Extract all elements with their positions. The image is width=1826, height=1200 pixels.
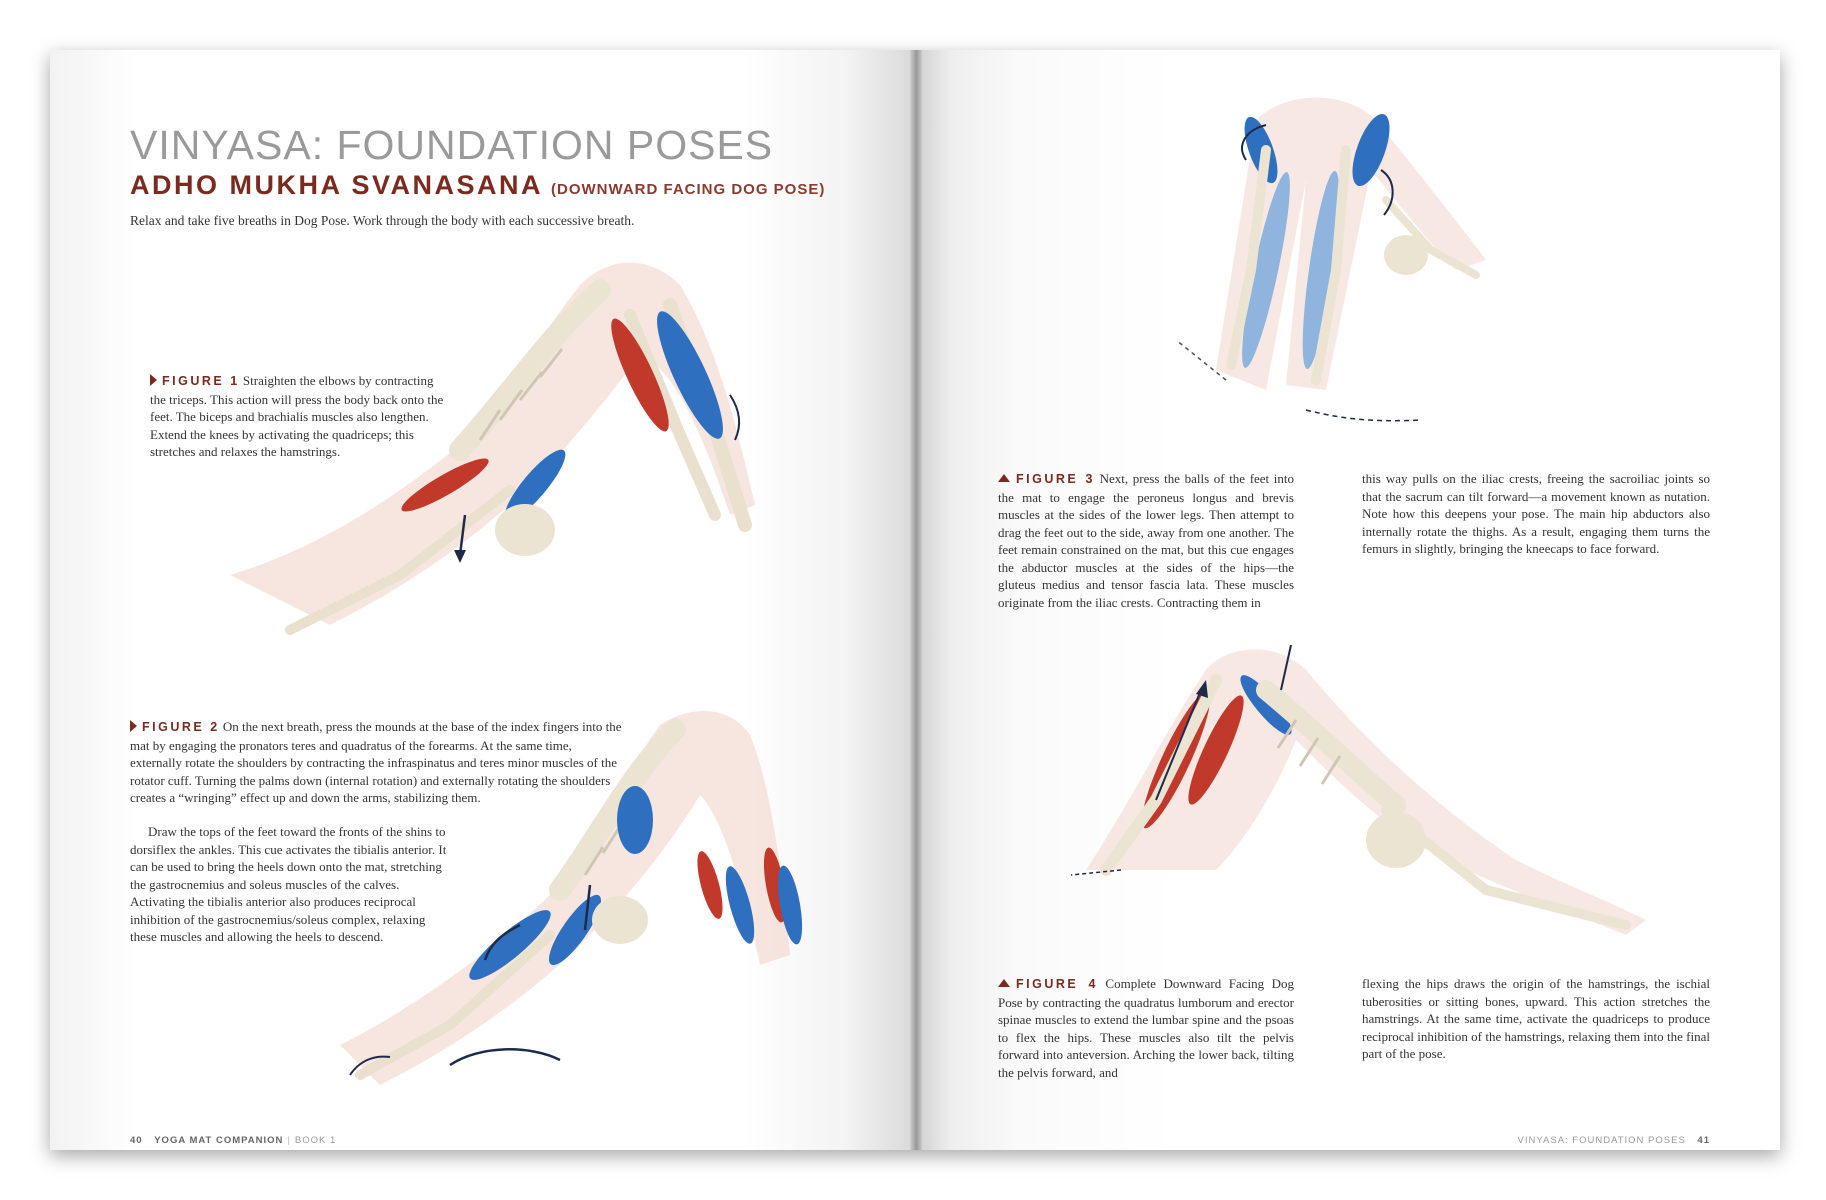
figure-2-curve-arrow-1 — [450, 1049, 560, 1065]
triangle-right-icon — [130, 720, 137, 732]
figure-3-col-2 — [1362, 470, 1710, 558]
figure-4-head — [1366, 812, 1426, 868]
figure-3-dashed-arrow-right — [1306, 410, 1421, 421]
figure-1-text: Straighten the elbows by contracting the triceps. This action will press the body back onto the feet. The biceps and brachialis muscles also lengthen. Extend the knees by activating the quadriceps; this stretches and relaxes the hamstrings. — [150, 373, 444, 459]
book-gutter — [910, 50, 922, 1150]
figure-3-text-1: Next, press the balls of the feet into the mat to engage the peroneus longus and brevis muscles at the sides of the lower legs. Then attempt to drag the feet out to the side, away from one another. The feet remain constrained on the mat, but this cue engages the abductor muscles at the sides of the hips—the gluteus medius and tensor fascia lata. These muscles originate from the iliac crests. Contracting them in — [998, 471, 1295, 610]
figure-2-text: On the next breath, press the mounds at the base of the index fingers into the mat by engaging the pronators teres and quadratus of the forearms. At the same time, externally rotate the shoulders by contracting the infraspinatus and teres minor muscles of the rotator cuff. Turning the palms down (internal rotation) and externally rotating the shoulders creates a “wringing” effect up and down the arms, stabilizing them. — [130, 719, 622, 805]
triangle-up-icon — [998, 979, 1010, 987]
left-footer — [130, 1135, 336, 1146]
figure-3-head — [1384, 235, 1428, 275]
figure-3-col-1 — [998, 470, 1294, 611]
triangle-up-icon — [998, 474, 1010, 482]
book-spread — [50, 50, 1780, 1150]
triangle-right-icon — [150, 374, 157, 386]
right-page — [916, 50, 1780, 1150]
running-head: VINYASA: FOUNDATION POSES — [1517, 1135, 1686, 1146]
figure-1-head — [495, 504, 555, 556]
figure-3-text-2: this way pulls on the iliac crests, freeing the sacroiliac joints so that the sacrum can tilt forward—a movement known as nutation. Note how this deepens your pose. The main hip abductors also internally rotate the thighs. As a result, engaging them turns the femurs in slightly, bringing the kneecaps to face forward. — [1362, 471, 1710, 556]
pose-name: ADHO MUKHA SVANASANA — [130, 170, 543, 200]
figure-2-caption — [130, 718, 624, 807]
figure-3-label: FIGURE 3 — [1016, 472, 1096, 486]
figure-1-caption — [150, 372, 448, 461]
figure-4-dashed-arrow — [1071, 870, 1121, 875]
footer-separator: | — [287, 1135, 291, 1146]
figure-2-head — [592, 896, 648, 944]
figure-4-text-1: Complete Downward Facing Dog Pose by contracting the quadratus lumborum and erector spinae muscles to extend the lumbar spine and the psoas to flex the hips. These muscles also tilt the pelvis forward into anteversion. Arching the lower back, tilting the pelvis forward, and — [998, 976, 1294, 1080]
figure-2-calf-red — [692, 849, 728, 921]
book-title: YOGA MAT COMPANION — [154, 1135, 284, 1146]
right-page-number: 41 — [1697, 1135, 1710, 1146]
left-page-number: 40 — [130, 1135, 143, 1146]
figure-2-text-2: Draw the tops of the feet toward the fronts of the shins to dorsiflex the ankles. This cue activates the tibialis anterior. It can be used to bring the heels down onto the mat, stretching the gastrocnemius and soleus muscles of the calves. Activating the tibialis anterior also produces reciprocal inhibition of the gastrocnemius/soleus complex, relaxing these muscles and allowing the heels to descend. — [130, 824, 447, 944]
figure-1-arrowhead — [454, 550, 466, 563]
figure-1-label: FIGURE 1 — [162, 374, 240, 388]
right-footer — [1518, 1135, 1710, 1146]
figure-4-text-2: flexing the hips draws the origin of the hamstrings, the ischial tuberosities or sitting bones, upward. This action stretches the hamstrings. At the same time, activate the quadriceps to produce reciprocal inhibition of the hamstrings, relaxing them into the final part of the pose. — [1362, 976, 1710, 1061]
figure-4-illustration — [1066, 630, 1666, 990]
pose-subtitle: (DOWNWARD FACING DOG POSE) — [551, 181, 826, 198]
intro-text: Relax and take five breaths in Dog Pose. Work through the body with each successive breath. — [130, 213, 635, 228]
left-page — [50, 50, 916, 1150]
figure-4-col-2 — [1362, 975, 1710, 1063]
figure-2-label: FIGURE 2 — [142, 720, 220, 734]
section-title: VINYASA: FOUNDATION POSES — [130, 122, 774, 168]
figure-4-label: FIGURE 4 — [1016, 977, 1098, 991]
book-number: BOOK 1 — [294, 1135, 337, 1146]
figure-4-col-1 — [998, 975, 1294, 1081]
figure-2-caption-continued — [130, 823, 448, 946]
pose-title — [130, 170, 825, 201]
figure-3-illustration — [1156, 90, 1516, 420]
